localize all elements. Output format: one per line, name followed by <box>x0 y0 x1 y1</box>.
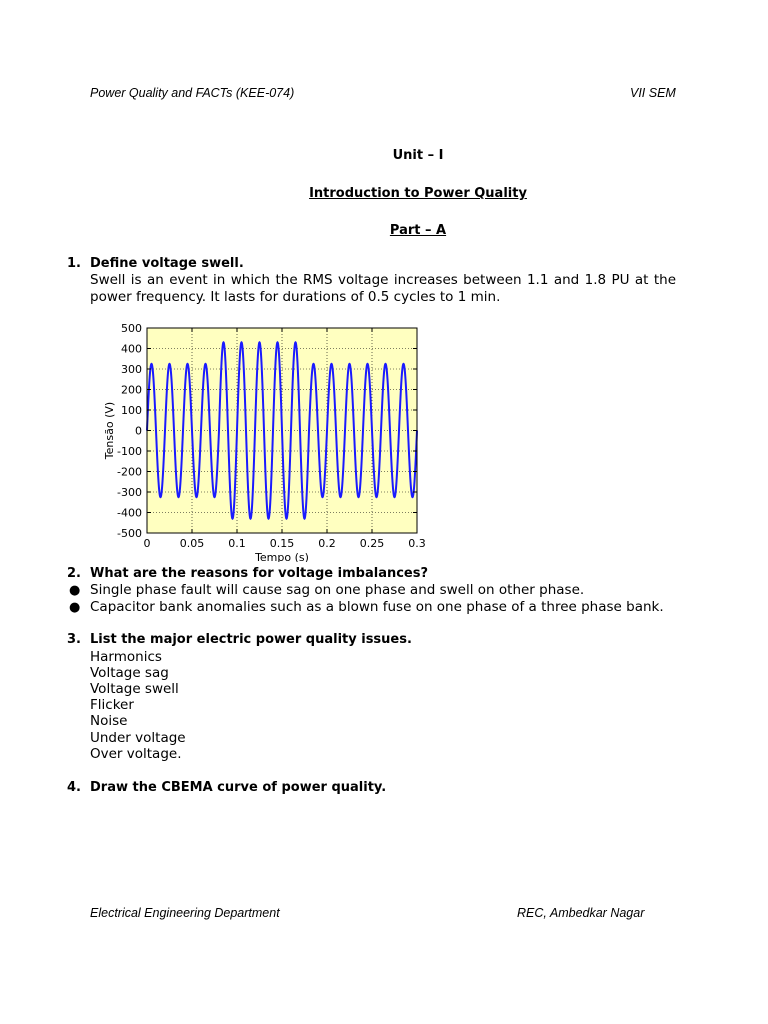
q3-item: Voltage sag <box>90 665 169 681</box>
q2-bullet-1: Single phase fault will cause sag on one phase and swell on other phase. <box>90 582 585 598</box>
x-tick-label: 0.15 <box>269 537 295 550</box>
x-axis-label: Tempo (s) <box>255 551 309 562</box>
q3-question: List the major electric power quality issues. <box>90 632 412 647</box>
y-tick-label: 500 <box>121 322 142 335</box>
unit-heading: Unit – I <box>392 148 444 163</box>
part-heading: Part – A <box>389 223 447 238</box>
q4-question: Draw the CBEMA curve of power quality. <box>90 780 387 795</box>
q4-number: 4. <box>67 780 81 795</box>
q3-item: Over voltage. <box>90 746 182 762</box>
q2-question: What are the reasons for voltage imbalances? <box>90 566 429 581</box>
y-tick-label: -200 <box>117 465 142 479</box>
q1-number: 1. <box>67 256 81 271</box>
y-tick-label: -100 <box>117 445 142 458</box>
footer-institution: REC, Ambedkar Nagar <box>517 906 645 920</box>
q3-item: Harmonics <box>90 649 162 665</box>
y-tick-label: -300 <box>117 486 142 499</box>
bullet-marker: ● <box>69 583 81 598</box>
q3-number: 3. <box>67 632 81 647</box>
y-tick-label: -400 <box>117 506 142 520</box>
x-tick-label: 0.3 <box>408 537 426 550</box>
y-tick-label: 200 <box>121 383 142 397</box>
q3-item: Noise <box>90 713 128 729</box>
voltage-swell-chart <box>100 320 440 562</box>
q1-question: Define voltage swell. <box>90 256 244 271</box>
q3-item: Voltage swell <box>90 681 179 697</box>
y-tick-label: 400 <box>121 342 142 356</box>
y-tick-label: 300 <box>121 363 142 376</box>
footer-department: Electrical Engineering Department <box>90 906 280 920</box>
q1-answer: Swell is an event in which the RMS voltage increases between 1.1 and 1.8 PU at the power frequency. It lasts for durations of 0.5 cycles to 1 min. <box>90 272 676 305</box>
y-axis-label: Tensão (V) <box>103 401 116 460</box>
x-tick-label: 0.25 <box>359 537 385 550</box>
q3-item: Under voltage <box>90 730 186 746</box>
q2-bullet-2: Capacitor bank anomalies such as a blown fuse on one phase of a three phase bank. <box>90 599 664 615</box>
x-tick-label: 0.1 <box>228 537 246 550</box>
header-semester: VII SEM <box>630 86 676 100</box>
y-tick-label: 0 <box>135 424 142 438</box>
bullet-marker: ● <box>69 600 81 615</box>
x-tick-label: 0.2 <box>318 537 336 550</box>
q3-item: Flicker <box>90 697 134 713</box>
x-tick-label: 0.05 <box>179 537 205 550</box>
header-course-title: Power Quality and FACTs (KEE-074) <box>90 86 295 100</box>
y-tick-label: -500 <box>117 527 142 540</box>
y-tick-label: 100 <box>121 404 142 417</box>
chapter-title: Introduction to Power Quality <box>309 186 527 201</box>
q2-number: 2. <box>67 566 81 581</box>
x-tick-label: 0 <box>143 537 151 550</box>
